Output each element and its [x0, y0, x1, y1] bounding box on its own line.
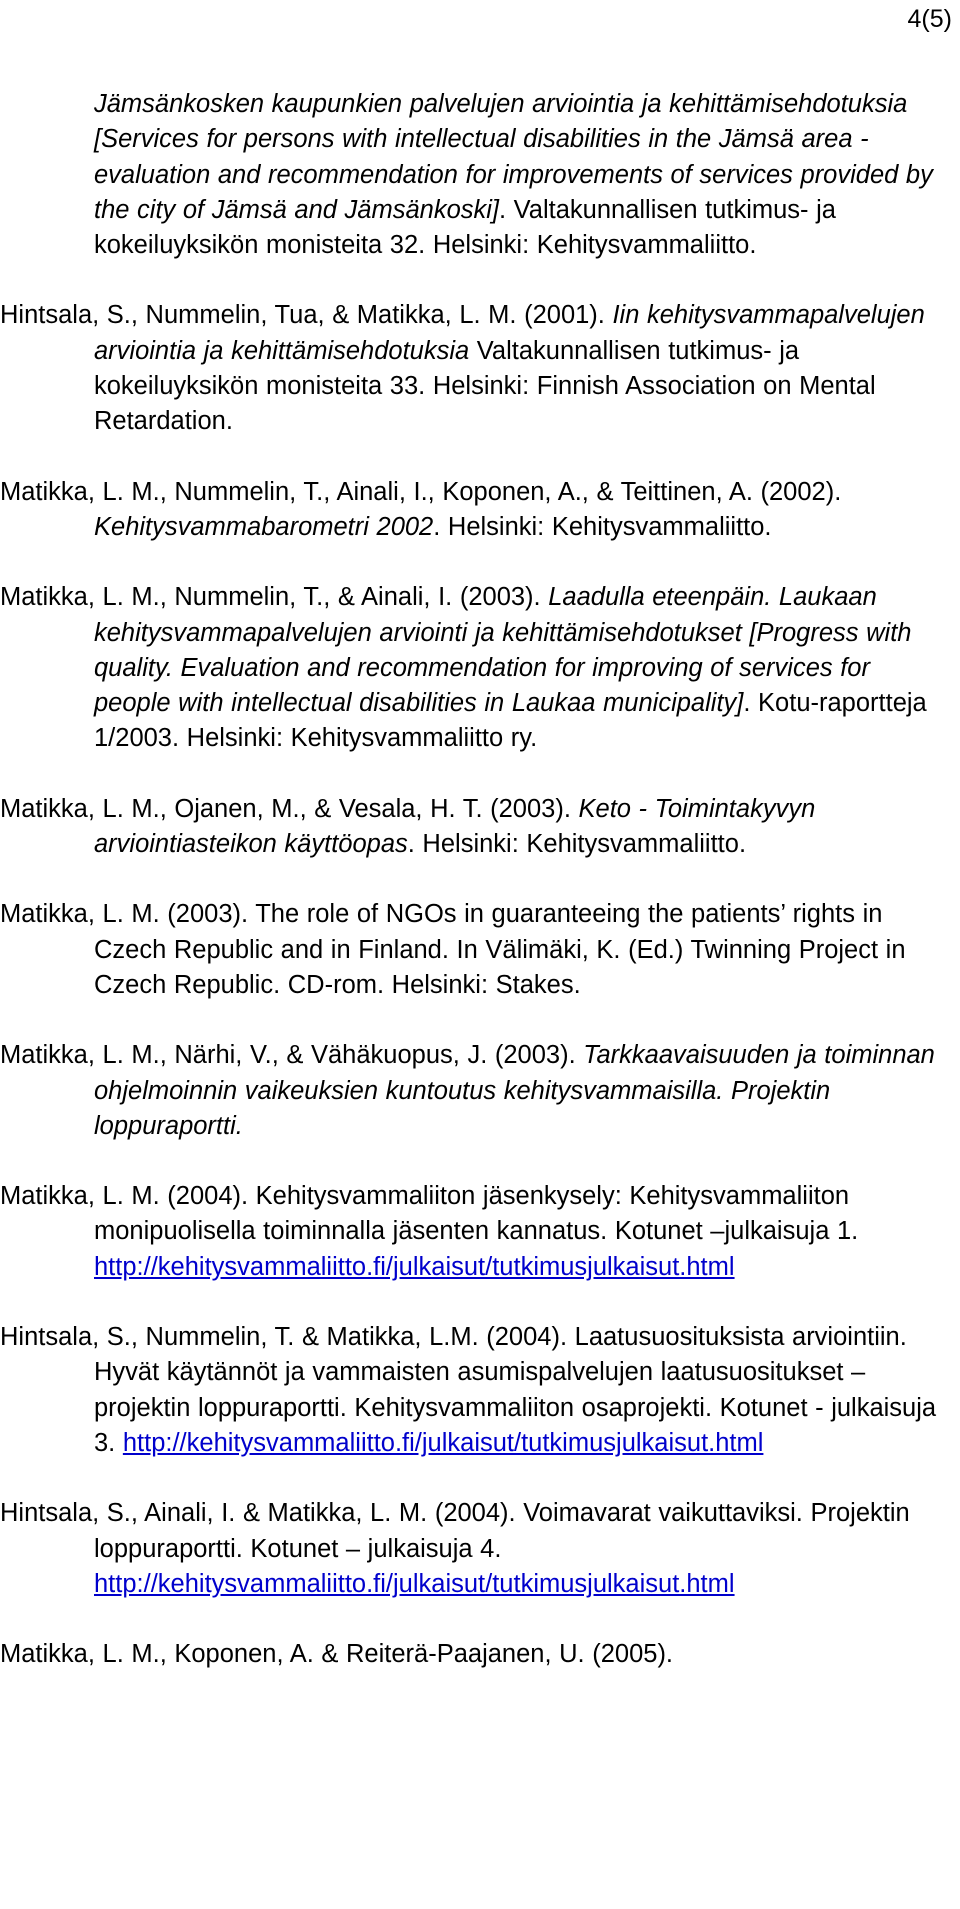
page-number: 4(5) [907, 5, 952, 33]
reference-authors: Matikka, L. M., Nummelin, T., & Ainali, I. (2003). [0, 583, 549, 612]
reference-text: Hintsala, S., Nummelin, T. & Matikka, L.M. (2004). Laatusuosituksista arviointiin. Hyvät käytännöt ja vammaisten asumispalvelujen laatusuositukset –projektin loppuraportti. Kehitysvammaliiton osaprojekti. Kotunet - julkaisuja 3. [0, 1323, 937, 1457]
reference-entry [0, 1038, 950, 1144]
reference-title: Tarkkaavaisuuden ja toiminnan ohjelmoinnin vaikeuksien kuntoutus kehitysvammaisilla. Projektin loppuraportti. [94, 1041, 935, 1140]
reference-title: Kehitysvammabarometri 2002 [94, 512, 434, 541]
reference-title: Jämsänkosken kaupunkien palvelujen arviointia ja kehittämisehdotuksia [Services for persons with intellectual disabilities in the Jämsä area - evaluation and recommendation for improvements of services provided by the city of Jämsä and Jämsänkoski] [94, 90, 933, 224]
reference-entry [0, 1637, 950, 1672]
reference-entry [0, 792, 950, 863]
reference-text: Matikka, L. M. (2003). The role of NGOs in guaranteeing the patients’ rights in Czech Republic and in Finland. In Välimäki, K. (Ed.) Twinning Project in Czech Republic. CD-rom. Helsinki: Stakes. [0, 900, 906, 999]
reference-list [0, 87, 950, 1707]
reference-entry [0, 1179, 950, 1285]
reference-title: Laadulla eteenpäin. Laukaan kehitysvammapalvelujen arviointi ja kehittämisehdotukset [Progress with quality. Evaluation and recommendation for improving of services for people with intellectual disabilities in Laukaa municipality] [94, 583, 912, 718]
reference-entry [0, 580, 950, 756]
reference-entry [0, 1496, 950, 1602]
reference-link[interactable]: http://kehitysvammaliitto.fi/julkaisut/tutkimusjulkaisut.html [94, 1569, 735, 1598]
reference-publication: . Kotu-raportteja 1/2003. Helsinki: Kehitysvammaliitto ry. [94, 689, 927, 753]
reference-text: Matikka, L. M., Koponen, A. & Reiterä-Paajanen, U. (2005). [0, 1640, 674, 1669]
reference-authors: Matikka, L. M., Ojanen, M., & Vesala, H. T. (2003). [0, 794, 579, 823]
reference-link[interactable]: http://kehitysvammaliitto.fi/julkaisut/tutkimusjulkaisut.html [122, 1428, 764, 1457]
reference-publication: Valtakunnallisen tutkimus- ja kokeiluyksikön monisteita 33. Helsinki: Finnish Association on Mental Retardation. [94, 336, 876, 436]
reference-publication: . Helsinki: Kehitysvammaliitto. [407, 830, 747, 859]
reference-entry [0, 475, 950, 546]
reference-authors: Matikka, L. M., Närhi, V., & Vähäkuopus, J. (2003). [0, 1041, 584, 1070]
reference-entry [0, 1320, 950, 1461]
reference-entry [0, 87, 950, 263]
reference-entry [0, 298, 950, 439]
reference-text: Matikka, L. M. (2004). Kehitysvammaliiton jäsenkysely: Kehitysvammaliiton monipuolisella toiminnalla jäsenten kannatus. Kotunet –julkaisuja 1. [0, 1182, 859, 1246]
reference-text: Hintsala, S., Ainali, I. & Matikka, L. M. (2004). Voimavarat vaikuttaviksi. Projektin loppuraportti. Kotunet – julkaisuja 4. [0, 1499, 910, 1563]
reference-link[interactable]: http://kehitysvammaliitto.fi/julkaisut/tutkimusjulkaisut.html [94, 1252, 735, 1281]
reference-authors: Matikka, L. M., Nummelin, T., Ainali, I., Koponen, A., & Teittinen, A. (2002). [0, 477, 842, 506]
reference-publication: . Valtakunnallisen tutkimus- ja kokeiluyksikön monisteita 32. Helsinki: Kehitysvammaliitto. [94, 195, 836, 260]
reference-title: Iin kehitysvammapalvelujen arviointia ja kehittämisehdotuksia [94, 301, 925, 365]
reference-entry [0, 897, 950, 1003]
reference-title: Keto - Toimintakyvyn arviointiasteikon käyttöopas [94, 794, 816, 859]
reference-publication: . Helsinki: Kehitysvammaliitto. [433, 512, 772, 541]
reference-authors: Hintsala, S., Nummelin, Tua, & Matikka, L. M. (2001). [0, 301, 613, 330]
